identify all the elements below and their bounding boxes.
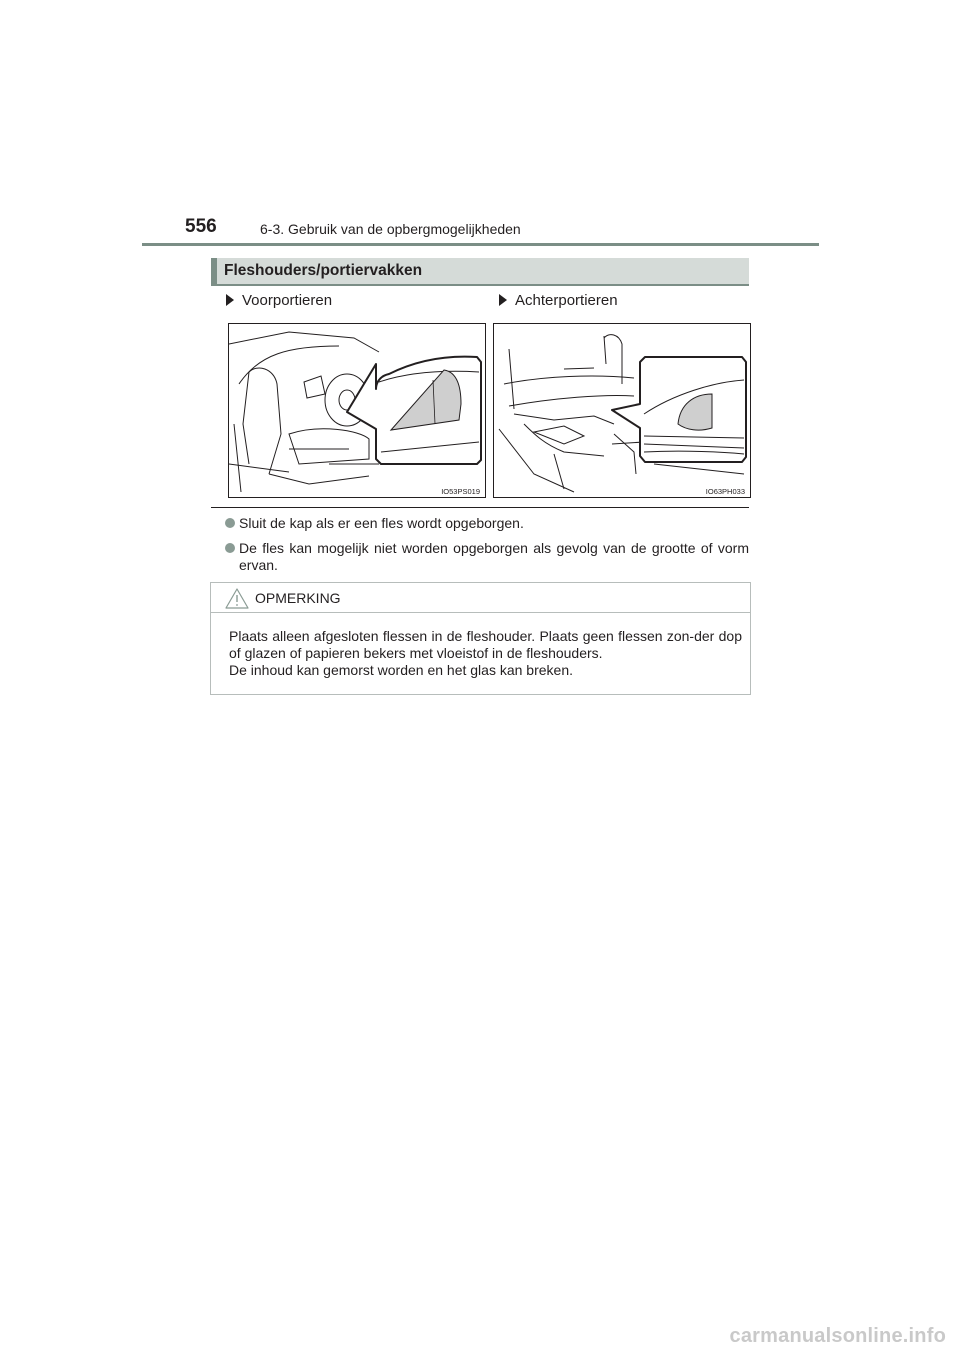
figure-code: IO53PS019 (441, 487, 480, 496)
bullet-dot-icon (225, 543, 235, 553)
header-rule (142, 243, 819, 246)
figure-front-door-bottle-holder (228, 323, 486, 498)
figure-code: IO63PH033 (705, 487, 745, 496)
subheading-front-doors (226, 292, 332, 309)
section-heading-bar (211, 258, 749, 286)
subheading-label: Voorportieren (242, 292, 333, 309)
chapter-title: 6-3. Gebruik van de opbergmogelijkheden (260, 221, 521, 237)
page-number: 556 (185, 216, 217, 237)
notice-paragraph: Plaats alleen afgesloten flessen in de fleshouder. Plaats geen flessen zon-der dop of glazen of papieren bekers met vloeistof in de fleshouders. (229, 628, 742, 661)
notice-title: OPMERKING (255, 590, 341, 606)
subheading-rear-doors (499, 292, 618, 309)
notice-paragraph: De inhoud kan gemorst worden en het glas kan breken. (229, 662, 573, 678)
bullet-item (225, 515, 749, 532)
figure-rear-door-bottle-holder (493, 323, 751, 498)
section-title: Fleshouders/portiervakken (224, 262, 423, 279)
section-separator (211, 507, 749, 508)
front-door-illustration (229, 324, 485, 497)
notice-body (229, 628, 742, 679)
rear-door-illustration (494, 324, 750, 497)
bullet-text: Sluit de kap als er een fles wordt opgeborgen. (239, 515, 524, 531)
notice-box (210, 582, 751, 695)
triangle-bullet-icon (226, 294, 234, 306)
bullet-dot-icon (225, 518, 235, 528)
subheading-label: Achterportieren (515, 292, 618, 309)
notice-header (211, 583, 750, 613)
warning-triangle-icon (225, 588, 249, 609)
bullet-text: De fles kan mogelijk niet worden opgeborgen als gevolg van de grootte of vorm ervan. (239, 540, 749, 573)
bullet-item (225, 540, 749, 574)
triangle-bullet-icon (499, 294, 507, 306)
section-accent (211, 258, 217, 286)
watermark: carmanualsonline.info (729, 1325, 946, 1347)
